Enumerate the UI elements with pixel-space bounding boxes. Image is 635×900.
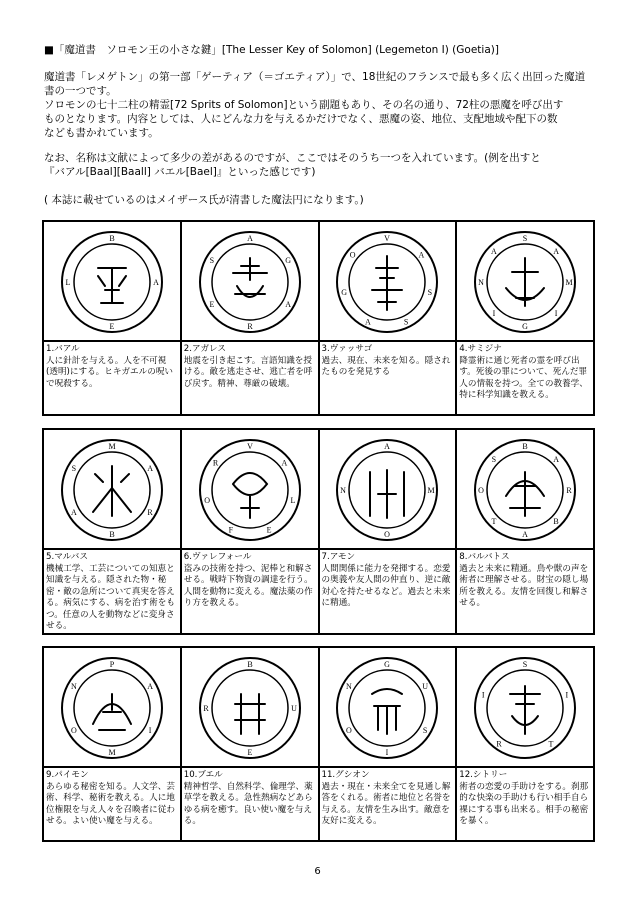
seal-image-buer — [191, 654, 309, 762]
spirit-description: 機械工学、工芸についての知恵と知識を与える。隠された物・秘密・敵の急所について真実を答える。病気にする、病を治す術をもつ。任意の人を動物などに変身させる。 — [46, 563, 175, 631]
seal-letter: A — [553, 246, 560, 256]
seal-letter: L — [65, 278, 71, 287]
seal-letter: A — [70, 508, 77, 517]
seal-letter: A — [147, 464, 153, 473]
seal-letter: U — [290, 704, 297, 713]
seal-letter: A — [152, 278, 159, 287]
seal-letter: B — [246, 660, 253, 669]
intro-line: 書の一つです。 — [44, 85, 117, 97]
caption-cell — [43, 767, 181, 841]
seal-letter: O — [346, 726, 353, 735]
seal-letter: O — [203, 495, 210, 505]
spirit-description: 盗みの技術を持つ、泥棒と和解させる。戦時下物資の調達を行う。人間を動物に変える。魔法薬の作り方を教える。 — [183, 563, 313, 608]
spirit-name: 7.アモン — [321, 552, 356, 562]
seal-letter: G — [341, 287, 348, 297]
seal-image-barbatos — [466, 436, 584, 544]
seal-letter: S — [71, 464, 77, 473]
spirit-description: 人に針計を与える。人を不可視(透明)にする。ヒキガエルの呪いで呪殺する。 — [46, 355, 174, 389]
seal-letter: F — [228, 525, 233, 535]
intro-line: なども書かれています。 — [44, 127, 159, 139]
seal-letter: B — [109, 530, 115, 539]
seal-letter: R — [496, 739, 502, 749]
seal-letter: A — [491, 246, 497, 256]
seal-letter: E — [109, 322, 115, 331]
caption-cell — [456, 549, 594, 634]
spirit-description: 精神哲学、自然科学、倫理学、薬草学を教える。急性熱病などあらゆる病を癒す。良い使い魔を与える。 — [183, 781, 313, 826]
seal-letter: R — [566, 486, 572, 495]
caption-cell — [319, 341, 457, 415]
spirit-name: 2.アガレス — [183, 344, 226, 354]
intro-line: ものとなります。内容としては、人にどんな力を与えるかだけでなく、悪魔の姿、地位、支配地域や配下の数 — [44, 113, 558, 125]
seal-letter: M — [427, 486, 435, 495]
spirit-description: 過去・現在・未来全てを見通し解答をくれる。術者に地位と名誉を与える。友情を生み出す。敵意を友好に変える。 — [321, 781, 451, 826]
seal-letter: I — [565, 690, 569, 700]
spirit-name: 4.サミジナ — [459, 344, 502, 354]
seal-cell — [456, 221, 594, 341]
spirit-name: 5.マルバス — [46, 552, 88, 562]
seal-image-valefor — [191, 436, 309, 544]
caption-cell — [319, 549, 457, 634]
spirit-name: 8.バルバトス — [459, 552, 510, 562]
seal-image-marbas — [53, 436, 171, 544]
seal-letter: S — [522, 660, 528, 669]
seal-letter: A — [246, 234, 253, 243]
seal-letter: O — [384, 530, 391, 539]
seal-letter: R — [202, 704, 209, 713]
intro-line: ソロモンの七十二柱の精霊[72 Sprits of Solomon]という副題もあり、その名の通り、72柱の悪魔を呼び出す — [44, 99, 564, 111]
seal-letter: M — [108, 748, 116, 757]
seal-image-sitri — [466, 654, 584, 762]
caption-cell — [43, 341, 181, 415]
spirit-name: 1.バアル — [46, 344, 80, 354]
seal-cell — [319, 429, 457, 549]
seal-letter: A — [281, 458, 287, 468]
seal-cell — [43, 647, 181, 767]
spirit-description: 術者の恋愛の手助けをする。刹那的な快楽の手助けも行い相手自ら裸にする事も出来る。相手の秘密を暴く。 — [459, 781, 589, 826]
seal-letter: N — [478, 278, 485, 287]
seal-letter: S — [209, 256, 214, 265]
intro-line: 『バアル[Baal][Baall] バエル[Bael]』といった感じです) — [44, 166, 316, 178]
seal-image-baal — [53, 228, 171, 336]
intro-line: 魔道書「レメゲトン」の第一部「ゲーティア（＝ゴエティア）」で、18世紀のフランスで最も多く広く出回った魔道 — [44, 71, 586, 83]
seal-cell — [456, 647, 594, 767]
seal-letter: O — [70, 726, 77, 735]
seal-grid-row-3 — [42, 646, 595, 842]
seal-letter: R — [246, 322, 253, 331]
seal-cell — [181, 429, 319, 549]
seal-cell — [319, 221, 457, 341]
seal-letter: B — [522, 442, 528, 451]
seal-letter: V — [384, 234, 391, 243]
seal-letter: O — [350, 250, 356, 260]
spirit-description: 過去と未来に精通。鳥や獣の声を術者に理解させる。財宝の隠し場所を教える。友情を回復し和解させる。 — [459, 563, 589, 608]
seal-letter: I — [554, 309, 558, 319]
seal-cell — [181, 647, 319, 767]
seal-letter: R — [147, 508, 153, 517]
seal-letter: S — [428, 287, 433, 297]
spirit-description: 降霊術に通じ死者の霊を呼び出す。死後の罪について、死んだ罪人の情報を持つ。全ての教養学、特に科学知識を教える。 — [459, 355, 588, 400]
seal-letter: I — [148, 726, 152, 735]
spirit-description: 地震を引き起こす。言語知識を授ける。敵を逃走させ、逃亡者を呼び戻す。精神、尊厳の破壊。 — [183, 355, 313, 389]
seal-letter: E — [266, 525, 272, 535]
caption-cell — [43, 549, 181, 634]
seal-image-amon — [328, 436, 446, 544]
seal-letter: N — [346, 682, 353, 691]
spirit-description: あらゆる秘密を知る。人文学、芸術、科学、秘術を教える。人に地位権限を与え人々を召喚者に従わせる。よい使い魔を与える。 — [46, 781, 175, 826]
caption-cell — [181, 341, 319, 415]
seal-letter: E — [209, 300, 214, 309]
seal-letter: N — [70, 682, 77, 691]
seal-letter: R — [212, 458, 218, 468]
seal-letter: A — [384, 442, 391, 451]
seal-letter: L — [290, 495, 295, 505]
seal-letter: A — [418, 250, 425, 260]
seal-image-samigina — [466, 228, 584, 336]
seal-image-gusion — [328, 654, 446, 762]
intro-line: なお、名称は文献によって多少の差があるのですが、ここではそのうち一つを入れています。(例を出すと — [44, 152, 541, 164]
spirit-description: 人間関係に能力を発揮する。恋愛の奥義や友人間の仲直り、逆に敵対心を持たせるなど。過去と未来に精通。 — [321, 563, 451, 608]
spirit-name: 3.ヴァッサゴ — [321, 344, 373, 354]
seal-letter: M — [108, 442, 116, 451]
seal-letter: P — [109, 660, 115, 669]
seal-letter: S — [404, 317, 409, 327]
seal-letter: O — [478, 486, 485, 495]
seal-image-agares — [191, 228, 309, 336]
seal-letter: A — [553, 454, 560, 464]
seal-letter: U — [422, 682, 429, 691]
spirit-name: 12.シトリー — [459, 770, 508, 780]
seal-image-paimon — [53, 654, 171, 762]
seal-letter: T — [548, 739, 554, 749]
seal-letter: E — [247, 748, 253, 757]
seal-letter: G — [284, 256, 291, 265]
intro-paragraph-1 — [44, 70, 604, 140]
seal-letter: V — [246, 442, 253, 451]
seal-letter: A — [284, 300, 291, 309]
seal-cell — [43, 221, 181, 341]
spirit-name: 9.パイモン — [46, 770, 89, 780]
spirit-name: 6.ヴァレフォール — [183, 552, 252, 562]
intro-paragraph-2 — [44, 151, 604, 179]
seal-letter: I — [492, 309, 496, 319]
spirit-description: 過去、現在、未来を知る。隠されたものを発見する — [321, 355, 451, 377]
caption-cell — [456, 767, 594, 841]
seal-grid-row-2 — [42, 428, 595, 635]
seal-letter: B — [109, 234, 115, 243]
caption-cell — [181, 767, 319, 841]
seal-letter: S — [522, 234, 528, 243]
seal-grid-row-1 — [42, 220, 595, 416]
seal-image-vassago — [328, 228, 446, 336]
seal-letter: S — [491, 454, 497, 464]
page-title: ■「魔道書 ソロモン王の小さな鍵」[The Lesser Key of Solomon] (Legemeton I) (Goetia)] — [44, 44, 499, 56]
seal-letter: N — [340, 486, 347, 495]
page-number: 6 — [314, 866, 321, 877]
seal-cell — [181, 221, 319, 341]
seal-cell — [43, 429, 181, 549]
spirit-name: 11.グシオン — [321, 770, 370, 780]
seal-cell — [319, 647, 457, 767]
intro-paragraph-3: ( 本誌に載せているのはメイザース氏が清書した魔法円になります。) — [44, 194, 364, 206]
caption-cell — [181, 549, 319, 634]
spirit-name: 10.ブエル — [183, 770, 223, 780]
seal-letter: I — [481, 690, 485, 700]
seal-letter: T — [491, 517, 497, 527]
seal-letter: A — [365, 317, 372, 327]
seal-letter: I — [386, 748, 389, 757]
caption-cell — [319, 767, 457, 841]
caption-cell — [456, 341, 594, 415]
seal-cell — [456, 429, 594, 549]
seal-letter: G — [522, 322, 529, 331]
seal-letter: S — [423, 726, 428, 735]
seal-letter: A — [522, 530, 529, 539]
seal-letter: B — [553, 517, 559, 527]
seal-letter: A — [147, 682, 153, 691]
seal-letter: M — [565, 278, 573, 287]
seal-letter: G — [384, 660, 391, 669]
